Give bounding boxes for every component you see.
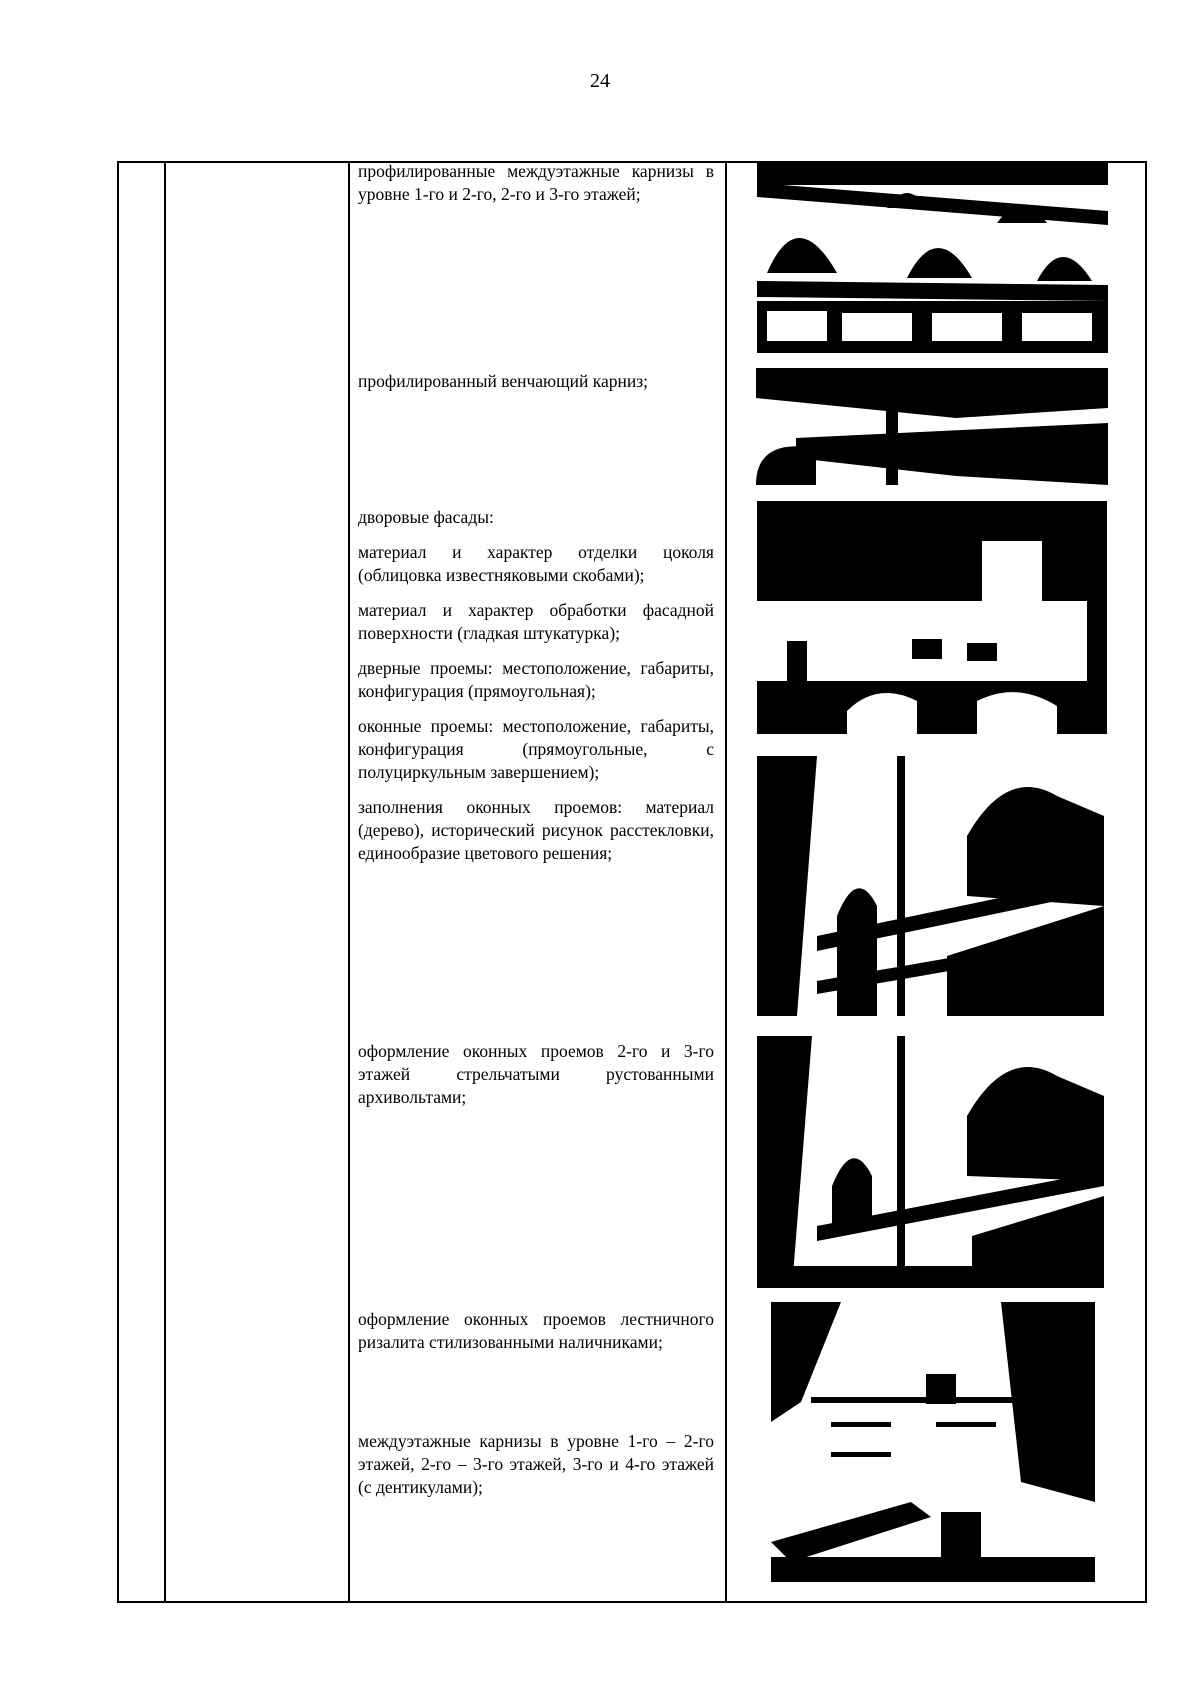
photo-stair-risalit bbox=[771, 1302, 1095, 1582]
feature-plinth-finish: материал и характер отделки цоколя (облицовка известняковыми скобами); bbox=[358, 542, 714, 585]
column-divider-2 bbox=[348, 163, 350, 1601]
feature-text-5 bbox=[358, 1308, 714, 1354]
photo-crowning-cornice bbox=[756, 368, 1108, 485]
feature-window-openings: оконные проемы: местоположение, габариты, конфигурация (прямоугольные, с полуциркульным завершением); bbox=[358, 716, 714, 782]
feature-text-4 bbox=[358, 1040, 714, 1109]
feature-cornices-denticles: междуэтажные карнизы в уровне 1-го – 2-го этажей, 2-го – 3-го этажей, 3-го и 4-го этажей (с дентикулами); bbox=[358, 1431, 714, 1497]
feature-text-3 bbox=[358, 506, 714, 865]
page-number: 24 bbox=[590, 70, 610, 92]
feature-door-openings: дверные проемы: местоположение, габариты, конфигурация (прямоугольная); bbox=[358, 658, 714, 701]
feature-courtyard-facades: дворовые фасады: bbox=[358, 507, 494, 527]
feature-text-6 bbox=[358, 1430, 714, 1499]
feature-stair-risalit-surrounds: оформление оконных проемов лестничного ризалита стилизованными наличниками; bbox=[358, 1309, 714, 1352]
photo-interfloor-cornices bbox=[757, 163, 1108, 353]
photo-courtyard-facade bbox=[757, 501, 1107, 734]
column-divider-1 bbox=[164, 163, 166, 1601]
feature-window-fillings: заполнения оконных проемов: материал (дерево), исторический рисунок расстекловки, единообразие цветового решения; bbox=[358, 797, 714, 863]
column-divider-3 bbox=[725, 163, 727, 1601]
feature-interfloor-cornices: профилированные междуэтажные карнизы в уровне 1-го и 2-го, 2-го и 3-го этажей; bbox=[358, 161, 714, 204]
photo-archivolts bbox=[757, 1036, 1104, 1288]
feature-crowning-cornice: профилированный венчающий карниз; bbox=[358, 371, 648, 391]
feature-text-1 bbox=[358, 160, 714, 206]
feature-archivolts: оформление оконных проемов 2-го и 3-го этажей стрельчатыми рустованными архивольтами; bbox=[358, 1041, 714, 1107]
feature-text-2 bbox=[358, 370, 714, 393]
photo-windows bbox=[757, 756, 1104, 1016]
feature-facade-surface: материал и характер обработки фасадной поверхности (гладкая штукатурка); bbox=[358, 600, 714, 643]
